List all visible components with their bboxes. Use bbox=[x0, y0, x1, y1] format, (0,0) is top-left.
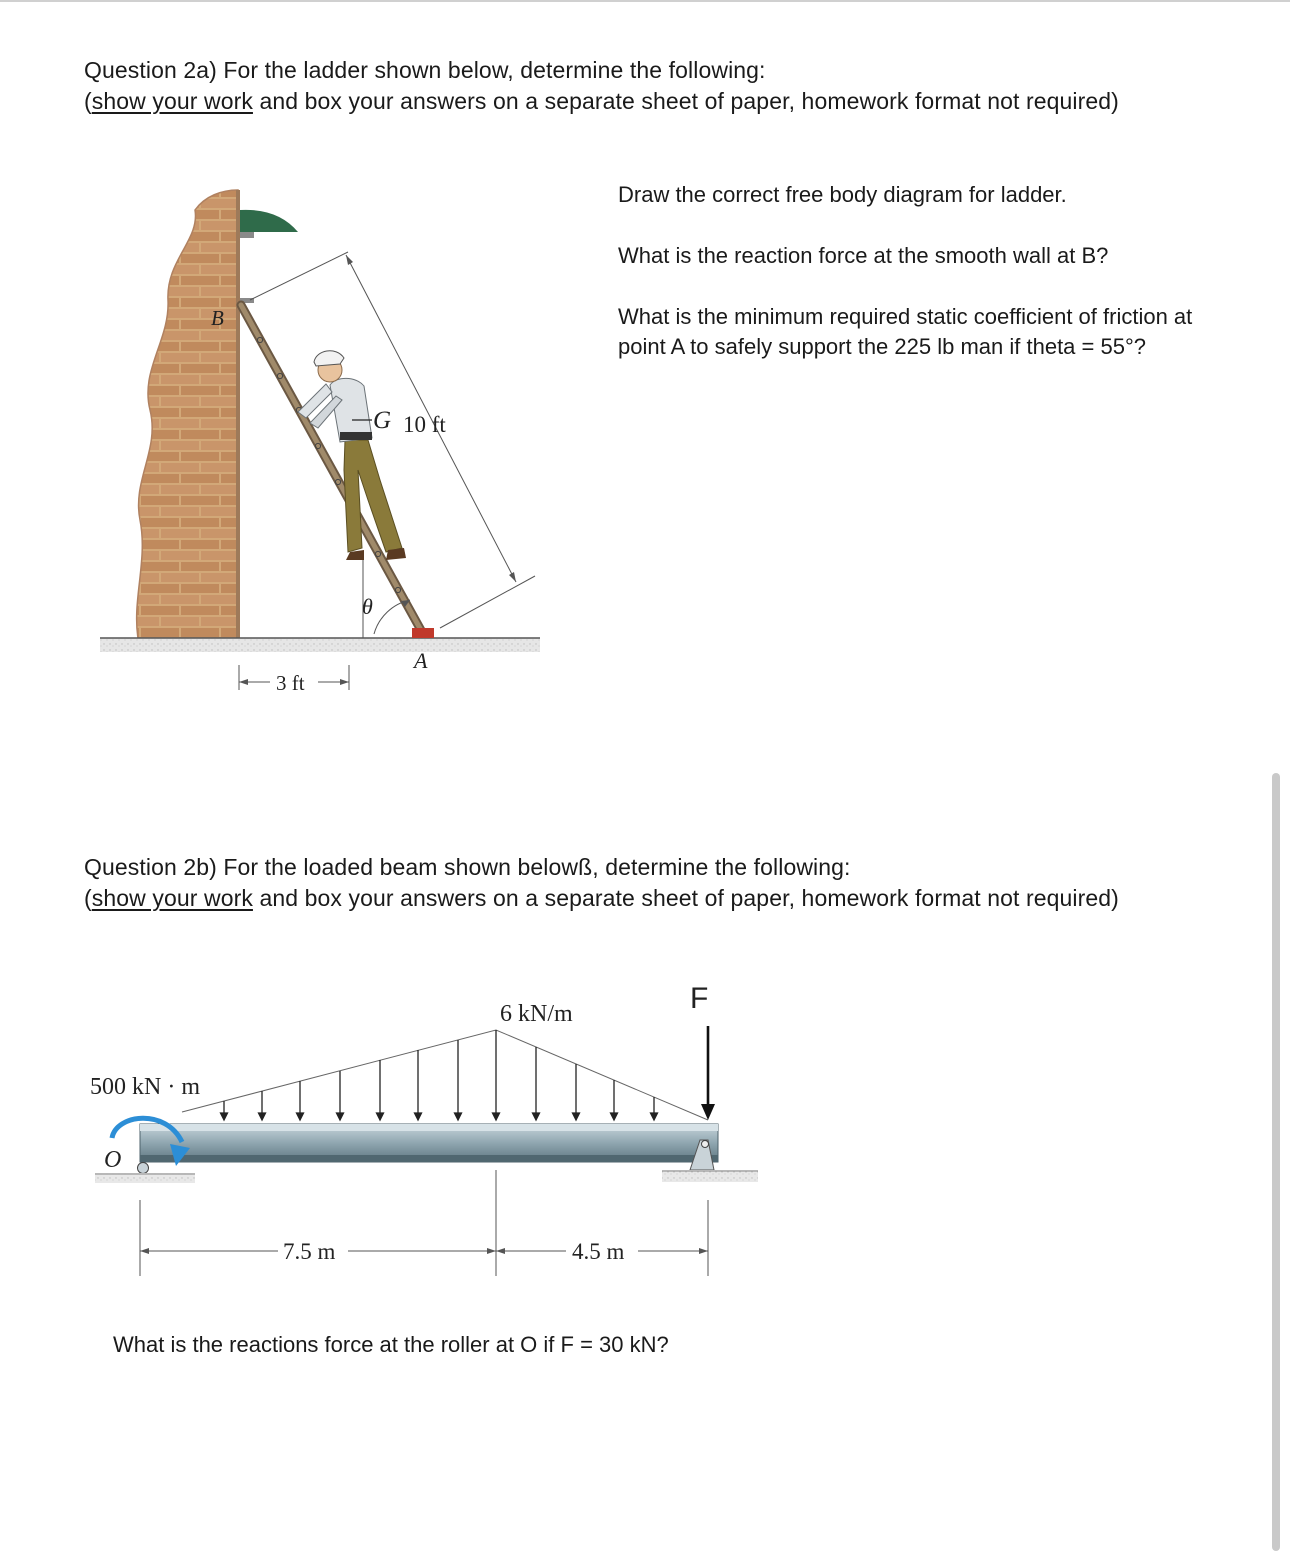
length-arrow-top bbox=[346, 255, 353, 265]
question-2a-instruction: (show your work and box your answers on a separate sheet of paper, homework format not required) bbox=[84, 88, 1119, 114]
offset-arrow-right bbox=[340, 679, 349, 685]
task-friction-a: What is the minimum required static coefficient of friction at point A to safely support the 225 lb man if theta = 55°? bbox=[618, 304, 1193, 359]
load-arrows bbox=[221, 1030, 658, 1120]
label-g: G bbox=[373, 407, 392, 434]
span2-arrow-right bbox=[699, 1248, 708, 1254]
pin-joint bbox=[702, 1141, 709, 1148]
show-your-work-underlined: show your work bbox=[91, 88, 253, 114]
roller-o bbox=[138, 1163, 149, 1174]
label-o: O bbox=[104, 1147, 122, 1173]
label-span2: 4.5 m bbox=[572, 1239, 625, 1264]
label-moment: 500 kN · m bbox=[90, 1074, 200, 1100]
label-offset: 3 ft bbox=[276, 671, 305, 695]
label-theta: θ bbox=[362, 594, 373, 619]
label-load: 6 kN/m bbox=[500, 1001, 573, 1027]
question-2b-header bbox=[84, 852, 1119, 914]
length-dimension-ext-top bbox=[250, 252, 348, 300]
beam-figure bbox=[0, 960, 800, 1300]
task-fbd: Draw the correct free body diagram for ladder. bbox=[618, 182, 1067, 207]
label-force-f: F bbox=[690, 982, 709, 1015]
show-your-work-underlined: show your work bbox=[91, 885, 253, 911]
beam-bottom-flange bbox=[140, 1155, 718, 1162]
wall-face bbox=[236, 190, 240, 640]
span2-arrow-left bbox=[496, 1248, 505, 1254]
label-length: 10 ft bbox=[403, 412, 446, 437]
label-a: A bbox=[414, 648, 428, 673]
span1-arrow-right bbox=[487, 1248, 496, 1254]
label-b: B bbox=[211, 306, 224, 330]
ground bbox=[100, 638, 540, 652]
task-roller-reaction: What is the reactions force at the roller at O if F = 30 kN? bbox=[113, 1332, 669, 1357]
question-2a-title: Question 2a) For the ladder shown below, determine the following: bbox=[84, 57, 766, 83]
task-reaction-b: What is the reaction force at the smooth wall at B? bbox=[618, 243, 1109, 268]
awning-bracket bbox=[240, 232, 254, 238]
ground-right bbox=[662, 1170, 758, 1182]
offset-arrow-left bbox=[239, 679, 248, 685]
man-figure bbox=[298, 351, 406, 560]
beam-top-flange bbox=[140, 1124, 718, 1131]
task-list-2a bbox=[618, 180, 1198, 362]
length-dimension-ext-bottom bbox=[440, 576, 535, 628]
vertical-scrollbar[interactable] bbox=[1272, 773, 1280, 1551]
question-2b-instruction: (show your work and box your answers on a separate sheet of paper, homework format not required) bbox=[84, 885, 1119, 911]
label-span1: 7.5 m bbox=[283, 1239, 336, 1264]
question-2b-title: Question 2b) For the loaded beam shown belowß, determine the following: bbox=[84, 854, 851, 880]
brick-wall bbox=[137, 190, 238, 638]
task-list-2b bbox=[113, 1330, 1013, 1360]
wall-awning bbox=[240, 210, 298, 232]
ladder-foot-pad bbox=[412, 628, 434, 638]
length-arrow-bottom bbox=[509, 572, 516, 582]
distributed-load-outline bbox=[182, 1030, 708, 1120]
ladder-figure bbox=[0, 0, 620, 720]
span1-arrow-left bbox=[140, 1248, 149, 1254]
